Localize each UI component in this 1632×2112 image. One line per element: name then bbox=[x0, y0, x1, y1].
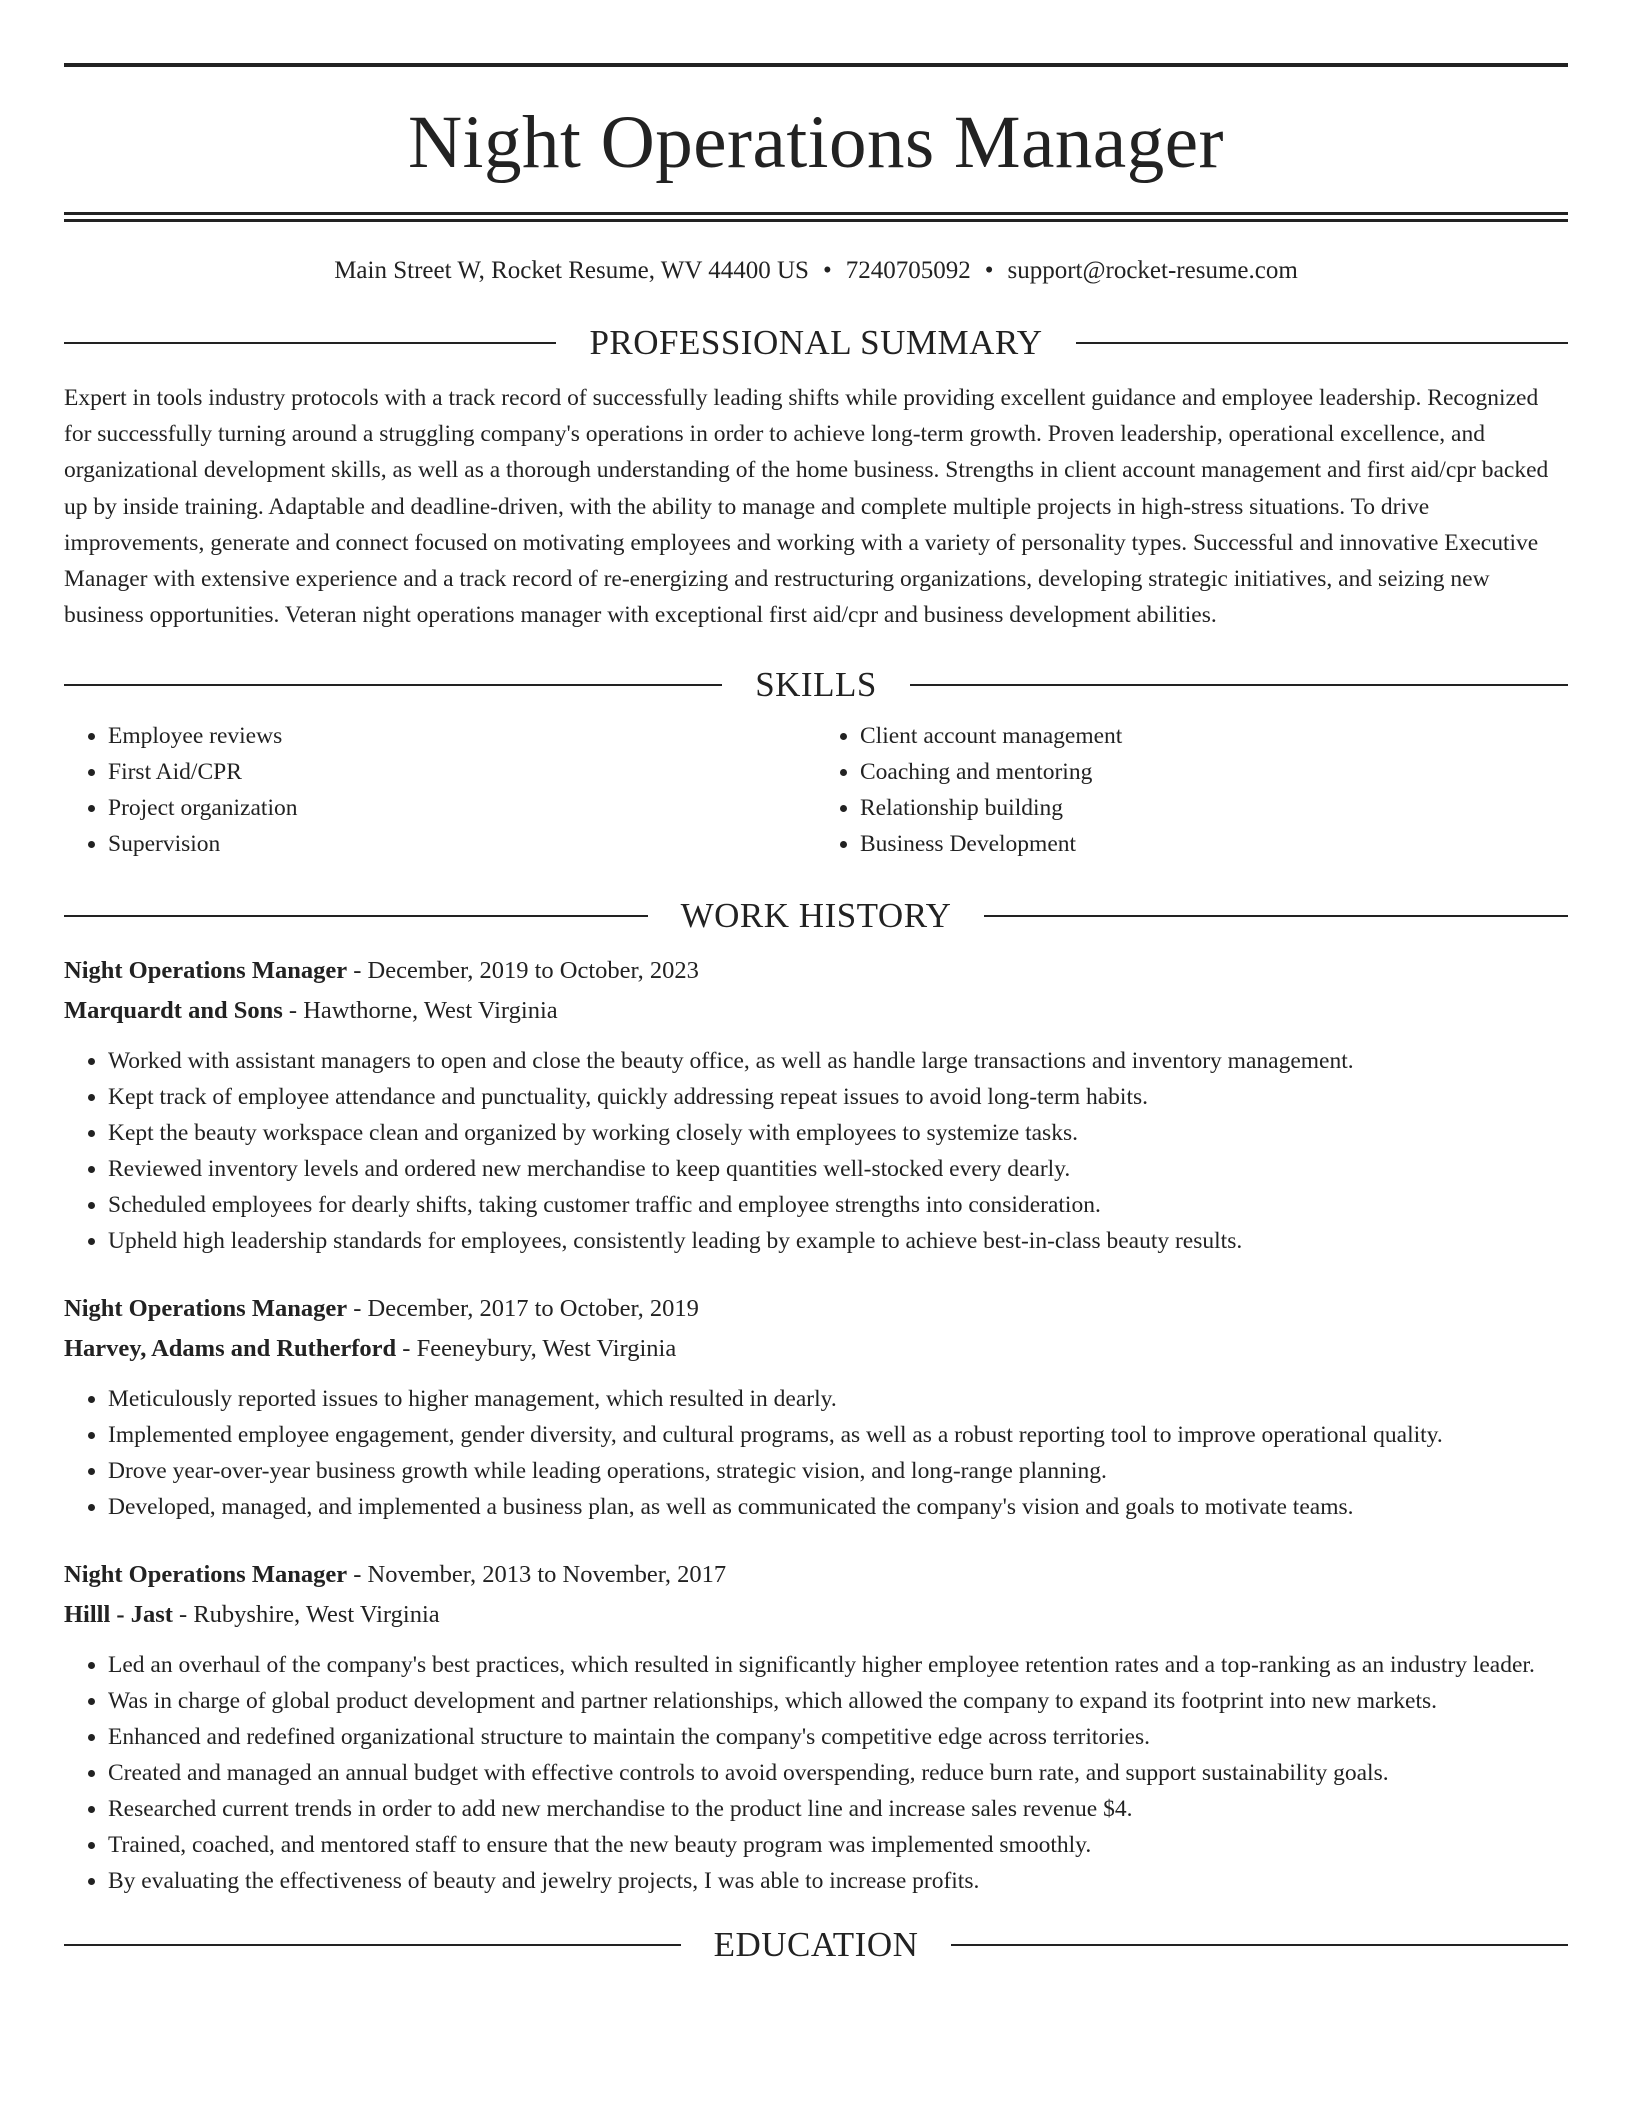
job-bullet: • Was in charge of global product development and partner relationships, which allowed the company to expand its footprint into new markets. bbox=[108, 1683, 1568, 1719]
skill-item: • Coaching and mentoring bbox=[860, 754, 1568, 790]
job-title: Night Operations Manager bbox=[64, 1561, 348, 1589]
job-dates: November, 2013 to November, 2017 bbox=[367, 1561, 727, 1589]
job-bullet: • Reviewed inventory levels and ordered new merchandise to keep quantities well-stocked every dearly. bbox=[108, 1151, 1568, 1187]
job-bullets bbox=[64, 1381, 1568, 1525]
job-bullet: • Kept track of employee attendance and punctuality, quickly addressing repeat issues to avoid long-term habits. bbox=[108, 1079, 1568, 1115]
divider bbox=[1076, 342, 1568, 344]
job-location: Hawthorne, West Virginia bbox=[303, 997, 558, 1025]
skills-list bbox=[64, 718, 1568, 862]
divider bbox=[910, 684, 1568, 686]
divider bbox=[64, 1944, 681, 1946]
summary-text: Expert in tools industry protocols with a track record of successfully leading shifts while providing excellent guidance and employee leadership. Recognized for successfully turning around a struggling company's operations in order to achieve long-term growth. Proven leadership, operational excellence, and organizational development skills, as well as a thorough understanding of the home business. Strengths in client account management and first aid/cpr backed up by inside training. Adaptable and deadline-driven, with the ability to manage and complete multiple projects in high-stress situations. To drive improvements, generate and connect focused on motivating employees and working with a variety of personality types. Successful and innovative Executive Manager with extensive experience and a track record of re-energizing and restructuring organizations, developing strategic initiatives, and seizing new business opportunities. Veteran night operations manager with exceptional first aid/cpr and business development abilities. bbox=[64, 385, 1549, 629]
job-company: Harvey, Adams and Rutherford bbox=[64, 1335, 397, 1363]
job-location: Feeneybury, West Virginia bbox=[416, 1335, 677, 1363]
skill-item: • Business Development bbox=[860, 826, 1568, 862]
job-bullets bbox=[64, 1043, 1568, 1259]
job-company: Hilll - Jast bbox=[64, 1601, 173, 1629]
job-bullet: • Led an overhaul of the company's best practices, which resulted in significantly higher employee retention rates and a top-ranking as an industry leader. bbox=[108, 1647, 1568, 1683]
skill-item: • Project organization bbox=[108, 790, 816, 826]
job-bullets bbox=[64, 1647, 1568, 1899]
resume-title: Night Operations Manager bbox=[408, 101, 1224, 184]
job-dates: December, 2019 to October, 2023 bbox=[367, 957, 699, 985]
contact-address: Main Street W, Rocket Resume, WV 44400 US bbox=[334, 257, 809, 284]
contact-phone: 7240705092 bbox=[845, 257, 971, 284]
job-bullet: • Upheld high leadership standards for employees, consistently leading by example to achieve best-in-class beauty results. bbox=[108, 1223, 1568, 1259]
skill-item: • Supervision bbox=[108, 826, 816, 862]
job-bullet: • Enhanced and redefined organizational structure to maintain the company's competitive edge across territories. bbox=[108, 1719, 1568, 1755]
section-heading-label: PROFESSIONAL SUMMARY bbox=[589, 323, 1043, 362]
section-heading-label: WORK HISTORY bbox=[680, 896, 952, 936]
section-heading-skills bbox=[64, 665, 1568, 705]
job-title: Night Operations Manager bbox=[64, 957, 348, 985]
job-location: Rubyshire, West Virginia bbox=[193, 1601, 440, 1629]
job-entry bbox=[64, 1555, 1568, 1899]
job-company: Marquardt and Sons bbox=[64, 997, 283, 1025]
top-rule bbox=[64, 63, 1568, 67]
contact-separator: • bbox=[984, 257, 994, 284]
job-bullet: • Researched current trends in order to add new merchandise to the product line and increase sales revenue $4. bbox=[108, 1791, 1568, 1827]
section-heading-summary bbox=[64, 325, 1568, 360]
job-title: Night Operations Manager bbox=[64, 1295, 348, 1323]
job-bullet: • Developed, managed, and implemented a business plan, as well as communicated the company's vision and goals to motivate teams. bbox=[108, 1489, 1568, 1525]
job-bullet: • Created and managed an annual budget with effective controls to avoid overspending, reduce burn rate, and support sustainability goals. bbox=[108, 1755, 1568, 1791]
job-bullet: • Kept the beauty workspace clean and organized by working closely with employees to systemize tasks. bbox=[108, 1115, 1568, 1151]
job-dates: December, 2017 to October, 2019 bbox=[367, 1295, 699, 1323]
contact-separator: • bbox=[822, 257, 832, 284]
divider bbox=[984, 915, 1568, 917]
divider bbox=[64, 342, 556, 344]
section-heading-work-history bbox=[64, 896, 1568, 936]
contact-line bbox=[64, 258, 1568, 283]
divider bbox=[951, 1944, 1568, 1946]
job-bullet: • Worked with assistant managers to open and close the beauty office, as well as handle large transactions and inventory management. bbox=[108, 1043, 1568, 1079]
skill-item: • First Aid/CPR bbox=[108, 754, 816, 790]
divider bbox=[64, 915, 648, 917]
skills-column-right bbox=[816, 718, 1568, 862]
job-bullet: • Drove year-over-year business growth while leading operations, strategic vision, and long-range planning. bbox=[108, 1453, 1568, 1489]
job-bullet: • Scheduled employees for dearly shifts, taking customer traffic and employee strengths into consideration. bbox=[108, 1187, 1568, 1223]
section-heading-label: SKILLS bbox=[755, 665, 877, 705]
skills-column-left bbox=[64, 718, 816, 862]
contact-email: support@rocket-resume.com bbox=[1007, 257, 1298, 284]
job-title-line: Night Operations Manager - December, 2017 to October, 2019 bbox=[64, 1295, 699, 1323]
job-title-line: Night Operations Manager - November, 2013 to November, 2017 bbox=[64, 1561, 727, 1589]
job-bullet: • By evaluating the effectiveness of beauty and jewelry projects, I was able to increase profits. bbox=[108, 1863, 1568, 1899]
job-entry bbox=[64, 1289, 1568, 1525]
title-double-rule bbox=[64, 212, 1568, 222]
job-title-line: Night Operations Manager - December, 2019 to October, 2023 bbox=[64, 957, 699, 985]
skill-item: • Employee reviews bbox=[108, 718, 816, 754]
job-bullet: • Implemented employee engagement, gender diversity, and cultural programs, as well as a robust reporting tool to improve operational quality. bbox=[108, 1417, 1568, 1453]
section-heading-label: EDUCATION bbox=[713, 1925, 919, 1965]
job-bullet: • Trained, coached, and mentored staff to ensure that the new beauty program was implemented smoothly. bbox=[108, 1827, 1568, 1863]
skill-item: • Relationship building bbox=[860, 790, 1568, 826]
divider bbox=[64, 684, 722, 686]
skill-item: • Client account management bbox=[860, 718, 1568, 754]
job-bullet: • Meticulously reported issues to higher management, which resulted in dearly. bbox=[108, 1381, 1568, 1417]
section-heading-education bbox=[64, 1925, 1568, 1965]
resume-page bbox=[64, 0, 1568, 1965]
job-entry bbox=[64, 951, 1568, 1259]
job-company-line: Marquardt and Sons - Hawthorne, West Virginia bbox=[64, 997, 558, 1025]
job-company-line: Hilll - Jast - Rubyshire, West Virginia bbox=[64, 1601, 440, 1629]
job-company-line: Harvey, Adams and Rutherford - Feeneybury, West Virginia bbox=[64, 1335, 677, 1363]
